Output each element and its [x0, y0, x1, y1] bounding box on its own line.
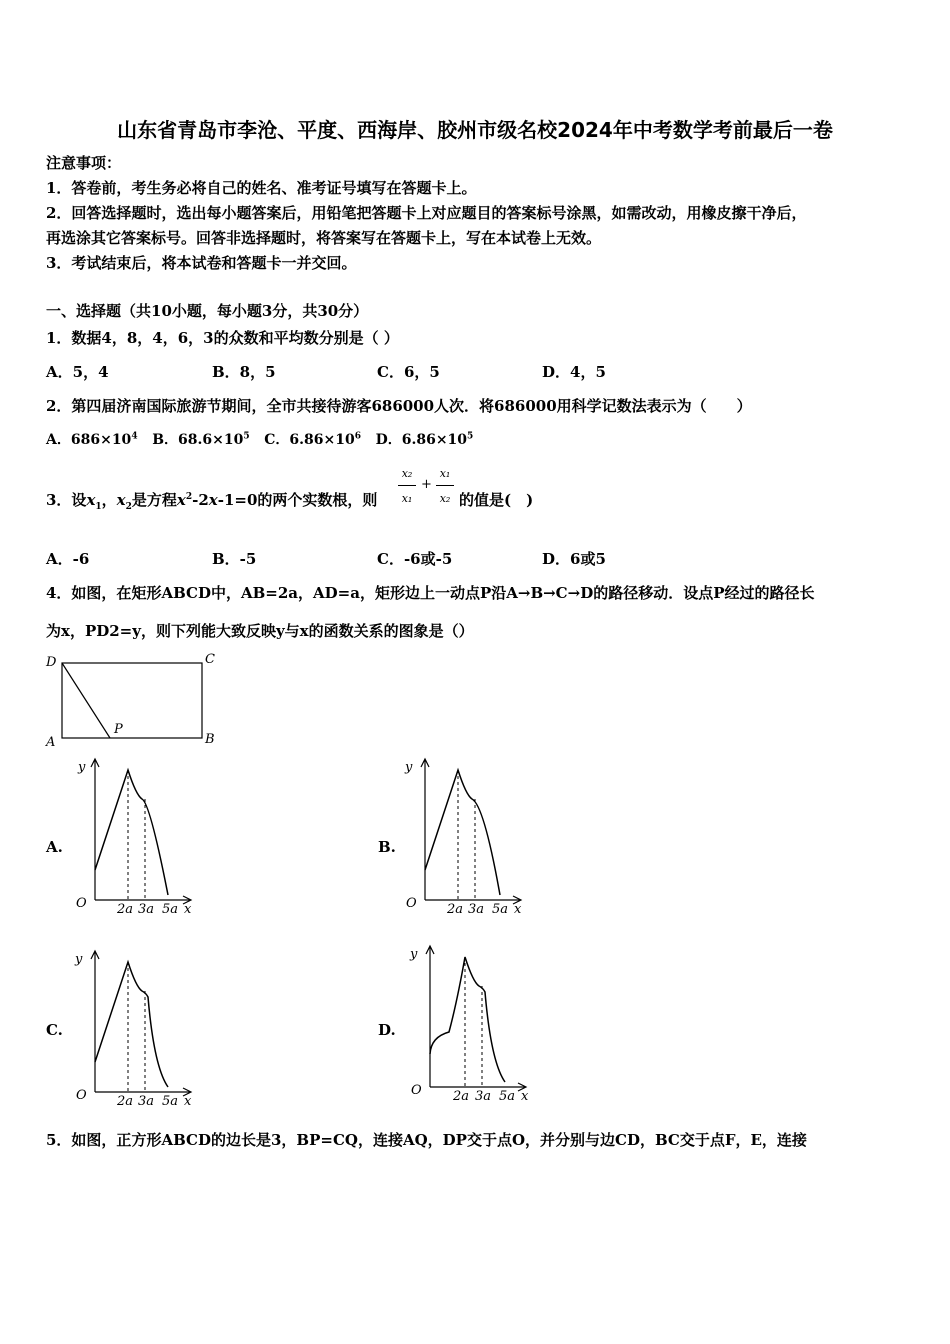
q2-option-c-exp: 6 [354, 431, 361, 442]
graph-b-t2: 3a [468, 902, 485, 917]
q3-eq-end: -1=0的两个实数根，则 [217, 491, 378, 509]
q3-mid: 是方程 [131, 491, 177, 509]
q4-graph-b [400, 755, 530, 915]
q3-plus: + [421, 477, 432, 492]
q3-suffix: 的值是( ) [459, 491, 534, 509]
q5-line1: 5．如图，正方形ABCD的边长是3，BP=CQ，连接AQ，DP交于点O，并分别与边CD，BC交于点F，E，连接 [46, 1131, 807, 1149]
q3-prefix: 3．设 [46, 491, 87, 509]
graph-a-x: x [184, 902, 192, 917]
graph-b-t1: 2a [447, 902, 464, 917]
graph-b-t3: 5a [492, 902, 509, 917]
graph-c-y: y [75, 952, 83, 967]
graph-b-y: y [405, 760, 413, 775]
q4-graph-d [405, 942, 535, 1102]
q2-option-b: B．68.6×10 [152, 432, 244, 448]
rect-label-b: B [205, 732, 215, 747]
q3-frac1-num: x₂ [401, 467, 413, 480]
rect-label-p: P [114, 722, 123, 737]
graph-a-t3: 5a [162, 902, 179, 917]
q3-eq-sup: 2 [185, 492, 193, 502]
graph-d-y: y [410, 947, 418, 962]
graph-c-t3: 5a [162, 1094, 179, 1109]
q3-option-b: B．-5 [212, 550, 257, 568]
q4-option-d-label: D. [378, 1021, 396, 1039]
graph-d-t3: 5a [499, 1089, 516, 1104]
q2-option-d-exp: 5 [467, 431, 474, 442]
rect-label-c: C [205, 652, 215, 667]
q3-eq-rest: -2 [192, 491, 209, 509]
graph-c-x: x [184, 1094, 192, 1109]
section-heading: 一、选择题（共10小题，每小题3分，共30分） [46, 302, 369, 320]
notes-item-2b: 再选涂其它答案标号。回答非选择题时，将答案写在答题卡上，写在本试卷上无效。 [46, 229, 602, 247]
q4-rectangle-figure [40, 648, 220, 748]
q4-graph-c [70, 947, 200, 1107]
q3-option-a: A．-6 [46, 550, 90, 568]
q4-graph-a [70, 755, 200, 915]
q3-x2: x [116, 491, 126, 509]
q2-option-a-exp: 4 [131, 431, 138, 442]
page-title: 山东省青岛市李沧、平度、西海岸、胶州市级名校2024年中考数学考前最后一卷 [117, 118, 833, 142]
q3-eq-x2: x [208, 491, 218, 509]
q3-sub1: 1 [95, 502, 102, 512]
q3-frac2-den: x₂ [439, 492, 451, 505]
graph-a-t2: 3a [138, 902, 155, 917]
graph-c-t1: 2a [117, 1094, 134, 1109]
q2-option-d: D．6.86×10 [375, 432, 468, 448]
q2-option-b-exp: 5 [243, 431, 250, 442]
q3-eq-x: x [176, 491, 186, 509]
graph-d-x: x [521, 1089, 529, 1104]
q4-line1: 4．如图，在矩形ABCD中，AB=2a，AD=a，矩形边上一动点P沿A→B→C→D的路径移动．设点P经过的路径长 [46, 584, 815, 602]
q2-stem: 2．第四届济南国际旅游节期间，全市共接待游客686000人次．将686000用科学记数法表示为（ ） [46, 397, 752, 415]
graph-c-o: O [76, 1088, 87, 1103]
q1-stem: 1．数据4，8，4，6，3的众数和平均数分别是（ ） [46, 329, 399, 347]
graph-b-x: x [514, 902, 522, 917]
graph-a-o: O [76, 896, 87, 911]
q3-frac1-den: x₁ [401, 492, 413, 505]
q1-option-c: C．6，5 [377, 363, 440, 381]
notes-item-1: 1．答卷前，考生务必将自己的姓名、准考证号填写在答题卡上。 [46, 179, 477, 197]
q3-sub2: 2 [125, 502, 132, 512]
graph-b-o: O [406, 896, 417, 911]
graph-d-t1: 2a [453, 1089, 470, 1104]
graph-d-t2: 3a [475, 1089, 492, 1104]
notes-heading: 注意事项： [46, 154, 122, 172]
q4-option-c-label: C. [46, 1021, 63, 1039]
q3-frac1-bar [398, 485, 416, 486]
q3-x1: x [86, 491, 96, 509]
rect-label-a: A [46, 735, 56, 750]
notes-item-2a: 2．回答选择题时，选出每小题答案后，用铅笔把答题卡上对应题目的答案标号涂黑，如需改动，用橡皮擦干净后， [46, 204, 807, 222]
graph-a-t1: 2a [117, 902, 134, 917]
graph-a-y: y [78, 760, 86, 775]
rect-label-d: D [46, 655, 57, 670]
q3-frac2-num: x₁ [439, 467, 451, 480]
q2-options [46, 429, 473, 449]
q4-option-b-label: B. [378, 838, 396, 856]
q3-option-c: C．-6或-5 [377, 550, 453, 568]
q3-option-d: D．6或5 [542, 550, 606, 568]
q2-option-a: A．686×10 [46, 432, 132, 448]
q2-option-c: C．6.86×10 [264, 432, 355, 448]
q3-stem [46, 489, 377, 512]
graph-c-t2: 3a [138, 1094, 155, 1109]
q1-option-d: D．4，5 [542, 363, 606, 381]
notes-item-3: 3．考试结束后，将本试卷和答题卡一并交回。 [46, 254, 357, 272]
q3-frac2-bar [436, 485, 454, 486]
q1-option-b: B．8，5 [212, 363, 276, 381]
q4-option-a-label: A. [46, 838, 63, 856]
q4-line2: 为x，PD2=y，则下列能大致反映y与x的函数关系的图象是（） [46, 622, 474, 640]
q3-sep: ， [101, 491, 117, 509]
q1-option-a: A．5，4 [46, 363, 109, 381]
graph-d-o: O [411, 1083, 422, 1098]
